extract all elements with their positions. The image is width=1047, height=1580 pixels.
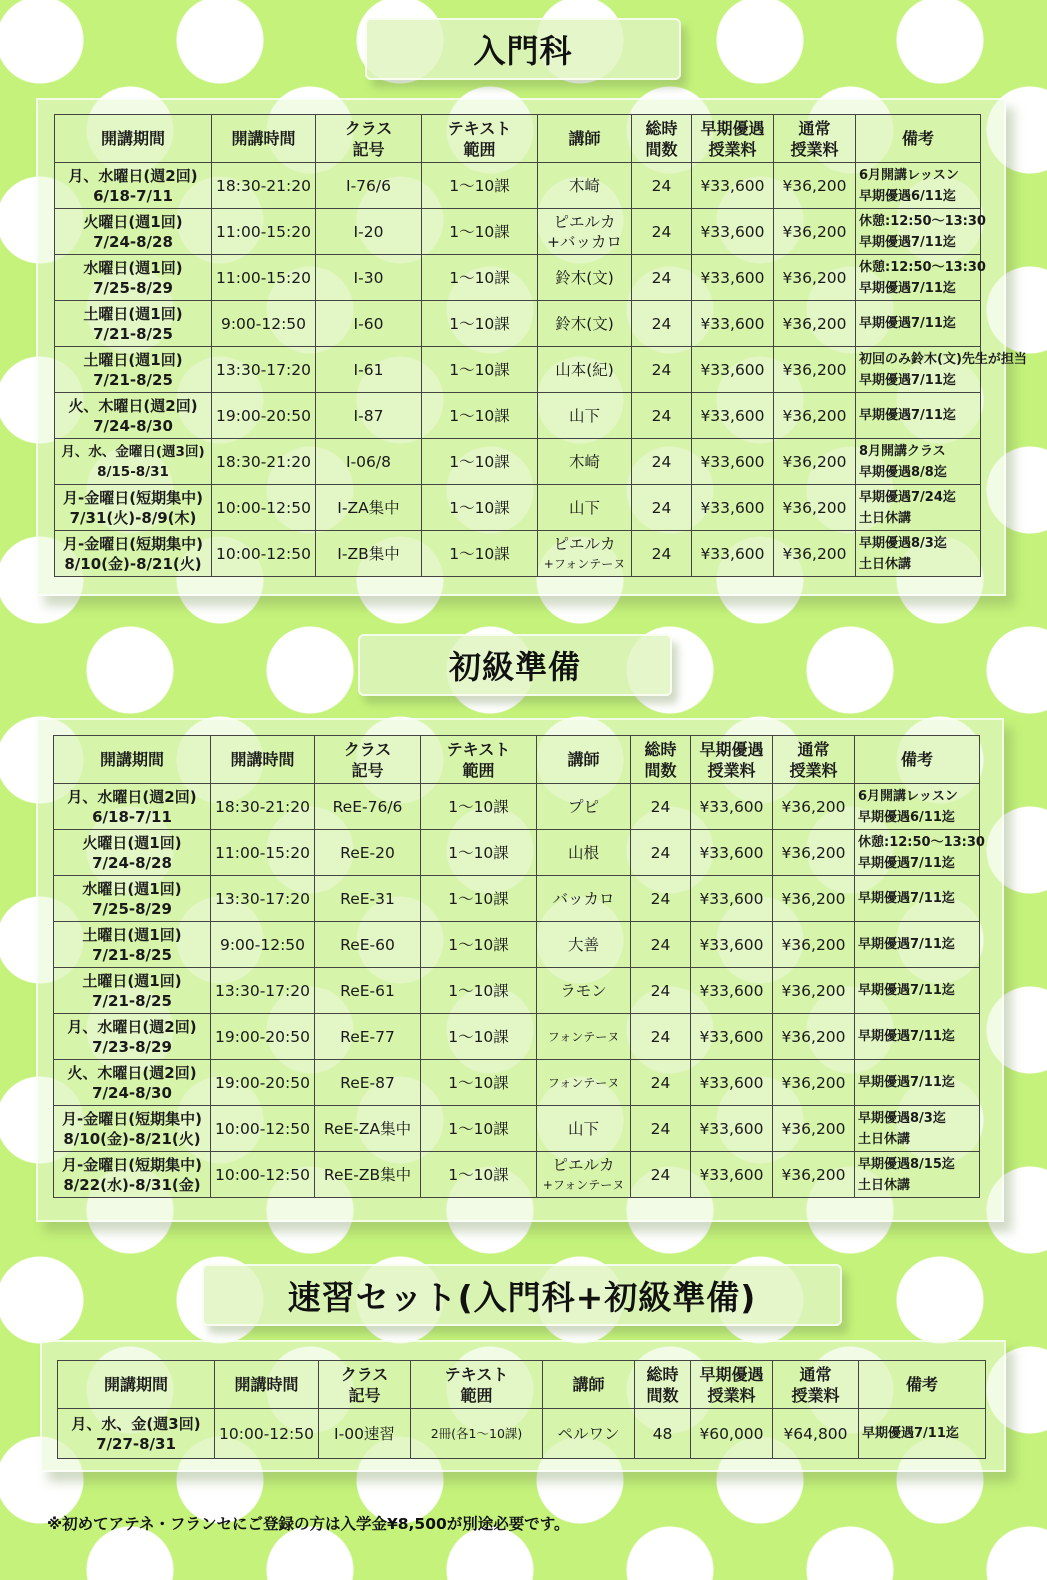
period-cell: 月-金曜日(短期集中) 8/22(水)-8/31(金) bbox=[54, 1152, 211, 1198]
time-cell: 13:30-17:20 bbox=[212, 347, 316, 393]
column-header: 講師 bbox=[537, 736, 631, 784]
table-row bbox=[55, 255, 981, 301]
early-fee-cell: ¥33,600 bbox=[691, 1014, 773, 1060]
regular-fee-cell: ¥36,200 bbox=[773, 1014, 855, 1060]
column-header: 早期優遇 授業料 bbox=[692, 115, 774, 163]
class-code-cell: ReE-20 bbox=[315, 830, 421, 876]
text-range-cell: 1〜10課 bbox=[422, 255, 538, 301]
table-row bbox=[54, 784, 980, 830]
class-code-cell: ReE-61 bbox=[315, 968, 421, 1014]
total-hours-cell: 24 bbox=[632, 531, 692, 577]
note-cell: 休憩:12:50〜13:30 早期優遇7/11迄 bbox=[855, 830, 980, 876]
time-cell: 11:00-15:20 bbox=[212, 209, 316, 255]
column-header: 通常 授業料 bbox=[774, 115, 856, 163]
text-range-cell: 1〜10課 bbox=[421, 1152, 537, 1198]
period-cell: 月-金曜日(短期集中) 8/10(金)-8/21(火) bbox=[55, 531, 212, 577]
text-range-cell: 1〜10課 bbox=[422, 163, 538, 209]
note-cell: 6月開講レッスン 早期優遇6/11迄 bbox=[856, 163, 981, 209]
regular-fee-cell: ¥36,200 bbox=[774, 347, 856, 393]
period-cell: 土曜日(週1回) 7/21-8/25 bbox=[55, 347, 212, 393]
total-hours-cell: 24 bbox=[632, 485, 692, 531]
class-code-cell: I-87 bbox=[316, 393, 422, 439]
time-cell: 10:00-12:50 bbox=[212, 531, 316, 577]
table-row bbox=[54, 1152, 980, 1198]
text-range-cell: 1〜10課 bbox=[422, 393, 538, 439]
total-hours-cell: 24 bbox=[631, 1152, 691, 1198]
regular-fee-cell: ¥36,200 bbox=[773, 876, 855, 922]
period-cell: 火、木曜日(週2回) 7/24-8/30 bbox=[55, 393, 212, 439]
teacher-cell: バッカロ bbox=[537, 876, 631, 922]
early-fee-cell: ¥33,600 bbox=[691, 1106, 773, 1152]
regular-fee-cell: ¥36,200 bbox=[774, 255, 856, 301]
time-cell: 18:30-21:20 bbox=[212, 163, 316, 209]
early-fee-cell: ¥60,000 bbox=[691, 1409, 773, 1459]
teacher-cell: フォンテーヌ bbox=[537, 1060, 631, 1106]
text-range-cell: 1〜10課 bbox=[421, 922, 537, 968]
early-fee-cell: ¥33,600 bbox=[691, 784, 773, 830]
regular-fee-cell: ¥36,200 bbox=[774, 393, 856, 439]
teacher-cell: 鈴木(文) bbox=[538, 301, 632, 347]
early-fee-cell: ¥33,600 bbox=[692, 439, 774, 485]
text-range-cell: 1〜10課 bbox=[421, 1060, 537, 1106]
section-title-nyumon: 入門科 bbox=[365, 18, 681, 80]
class-code-cell: ReE-31 bbox=[315, 876, 421, 922]
class-code-cell: ReE-87 bbox=[315, 1060, 421, 1106]
class-code-cell: ReE-77 bbox=[315, 1014, 421, 1060]
period-cell: 火曜日(週1回) 7/24-8/28 bbox=[54, 830, 211, 876]
time-cell: 10:00-12:50 bbox=[211, 1152, 315, 1198]
table-row bbox=[55, 485, 981, 531]
early-fee-cell: ¥33,600 bbox=[691, 830, 773, 876]
time-cell: 18:30-21:20 bbox=[211, 784, 315, 830]
column-header: 早期優遇 授業料 bbox=[691, 736, 773, 784]
time-cell: 19:00-20:50 bbox=[211, 1014, 315, 1060]
early-fee-cell: ¥33,600 bbox=[691, 922, 773, 968]
period-cell: 月、水曜日(週2回) 6/18-7/11 bbox=[54, 784, 211, 830]
column-header: クラス 記号 bbox=[319, 1361, 411, 1409]
regular-fee-cell: ¥36,200 bbox=[774, 439, 856, 485]
class-code-cell: ReE-60 bbox=[315, 922, 421, 968]
class-code-cell: I-76/6 bbox=[316, 163, 422, 209]
note-cell: 休憩:12:50〜13:30 早期優遇7/11迄 bbox=[856, 255, 981, 301]
column-header: 開講期間 bbox=[55, 115, 212, 163]
text-range-cell: 1〜10課 bbox=[421, 876, 537, 922]
regular-fee-cell: ¥36,200 bbox=[774, 485, 856, 531]
text-range-cell: 1〜10課 bbox=[422, 347, 538, 393]
column-header: 備考 bbox=[855, 736, 980, 784]
note-cell: 8月開講クラス 早期優遇8/8迄 bbox=[856, 439, 981, 485]
class-code-cell: I-ZA集中 bbox=[316, 485, 422, 531]
time-cell: 13:30-17:20 bbox=[211, 968, 315, 1014]
period-cell: 土曜日(週1回) 7/21-8/25 bbox=[54, 968, 211, 1014]
column-header: テキスト 範囲 bbox=[422, 115, 538, 163]
period-cell: 月-金曜日(短期集中) 7/31(火)-8/9(木) bbox=[55, 485, 212, 531]
regular-fee-cell: ¥36,200 bbox=[773, 784, 855, 830]
total-hours-cell: 24 bbox=[631, 968, 691, 1014]
total-hours-cell: 24 bbox=[631, 1060, 691, 1106]
column-header: 総時 間数 bbox=[632, 115, 692, 163]
column-header: 講師 bbox=[538, 115, 632, 163]
early-fee-cell: ¥33,600 bbox=[692, 163, 774, 209]
footnote: ※初めてアテネ・フランセにご登録の方は入学金¥8,500が別途必要です。 bbox=[47, 1515, 570, 1533]
column-header: 早期優遇 授業料 bbox=[691, 1361, 773, 1409]
total-hours-cell: 24 bbox=[631, 830, 691, 876]
total-hours-cell: 24 bbox=[631, 784, 691, 830]
column-header: 講師 bbox=[543, 1361, 635, 1409]
note-cell: 初回のみ鈴木(文)先生が担当 早期優遇7/11迄 bbox=[856, 347, 981, 393]
class-code-cell: I-ZB集中 bbox=[316, 531, 422, 577]
column-header: クラス 記号 bbox=[316, 115, 422, 163]
period-cell: 土曜日(週1回) 7/21-8/25 bbox=[55, 301, 212, 347]
total-hours-cell: 48 bbox=[635, 1409, 691, 1459]
total-hours-cell: 24 bbox=[631, 876, 691, 922]
teacher-cell: 鈴木(文) bbox=[538, 255, 632, 301]
time-cell: 10:00-12:50 bbox=[215, 1409, 319, 1459]
schedule-table-nyumon bbox=[54, 114, 1027, 577]
teacher-cell: ラモン bbox=[537, 968, 631, 1014]
text-range-cell: 1〜10課 bbox=[422, 301, 538, 347]
early-fee-cell: ¥33,600 bbox=[691, 876, 773, 922]
total-hours-cell: 24 bbox=[632, 209, 692, 255]
table-row bbox=[55, 301, 981, 347]
time-cell: 11:00-15:20 bbox=[211, 830, 315, 876]
schedule-table-shokyu bbox=[53, 735, 985, 1198]
total-hours-cell: 24 bbox=[631, 922, 691, 968]
class-code-cell: I-30 bbox=[316, 255, 422, 301]
regular-fee-cell: ¥36,200 bbox=[774, 531, 856, 577]
time-cell: 10:00-12:50 bbox=[211, 1106, 315, 1152]
table-row bbox=[58, 1409, 986, 1459]
time-cell: 19:00-20:50 bbox=[212, 393, 316, 439]
teacher-cell: 山下 bbox=[537, 1106, 631, 1152]
note-cell: 6月開講レッスン 早期優遇6/11迄 bbox=[855, 784, 980, 830]
class-code-cell: I-60 bbox=[316, 301, 422, 347]
table-row bbox=[54, 968, 980, 1014]
text-range-cell: 1〜10課 bbox=[421, 1014, 537, 1060]
period-cell: 水曜日(週1回) 7/25-8/29 bbox=[55, 255, 212, 301]
table-header-row bbox=[58, 1361, 986, 1409]
note-cell: 早期優遇7/11迄 bbox=[855, 922, 980, 968]
column-header: 備考 bbox=[856, 115, 981, 163]
text-range-cell: 1〜10課 bbox=[421, 968, 537, 1014]
text-range-cell: 1〜10課 bbox=[422, 209, 538, 255]
table-row bbox=[54, 1014, 980, 1060]
column-header: 開講期間 bbox=[58, 1361, 215, 1409]
regular-fee-cell: ¥36,200 bbox=[774, 163, 856, 209]
total-hours-cell: 24 bbox=[632, 393, 692, 439]
period-cell: 火、木曜日(週2回) 7/24-8/30 bbox=[54, 1060, 211, 1106]
early-fee-cell: ¥33,600 bbox=[692, 255, 774, 301]
teacher-cell: ピエルカ +バッカロ bbox=[538, 209, 632, 255]
text-range-cell: 1〜10課 bbox=[422, 531, 538, 577]
column-header: 総時 間数 bbox=[631, 736, 691, 784]
regular-fee-cell: ¥36,200 bbox=[773, 830, 855, 876]
note-cell: 早期優遇7/11迄 bbox=[855, 876, 980, 922]
total-hours-cell: 24 bbox=[631, 1014, 691, 1060]
note-cell: 早期優遇7/11迄 bbox=[856, 301, 981, 347]
column-header: 開講時間 bbox=[211, 736, 315, 784]
column-header: 総時 間数 bbox=[635, 1361, 691, 1409]
regular-fee-cell: ¥36,200 bbox=[773, 1060, 855, 1106]
section-title-sokushu: 速習セット(入門科+初級準備) bbox=[202, 1264, 842, 1326]
note-cell: 早期優遇7/11迄 bbox=[856, 393, 981, 439]
time-cell: 11:00-15:20 bbox=[212, 255, 316, 301]
text-range-cell: 1〜10課 bbox=[421, 1106, 537, 1152]
note-cell: 休憩:12:50〜13:30 早期優遇7/11迄 bbox=[856, 209, 981, 255]
note-cell: 早期優遇8/3迄 土日休講 bbox=[855, 1106, 980, 1152]
time-cell: 9:00-12:50 bbox=[211, 922, 315, 968]
table-row bbox=[55, 439, 981, 485]
early-fee-cell: ¥33,600 bbox=[692, 393, 774, 439]
regular-fee-cell: ¥64,800 bbox=[773, 1409, 859, 1459]
total-hours-cell: 24 bbox=[632, 255, 692, 301]
column-header: 通常 授業料 bbox=[773, 1361, 859, 1409]
teacher-cell: 山下 bbox=[538, 485, 632, 531]
text-range-cell: 1〜10課 bbox=[421, 784, 537, 830]
class-code-cell: ReE-ZA集中 bbox=[315, 1106, 421, 1152]
early-fee-cell: ¥33,600 bbox=[692, 531, 774, 577]
total-hours-cell: 24 bbox=[631, 1106, 691, 1152]
column-header: テキスト 範囲 bbox=[411, 1361, 543, 1409]
total-hours-cell: 24 bbox=[632, 439, 692, 485]
table-row bbox=[55, 531, 981, 577]
teacher-cell: 山本(紀) bbox=[538, 347, 632, 393]
note-cell: 早期優遇7/11迄 bbox=[855, 1060, 980, 1106]
table-header-row bbox=[54, 736, 980, 784]
period-cell: 月、水曜日(週2回) 6/18-7/11 bbox=[55, 163, 212, 209]
early-fee-cell: ¥33,600 bbox=[692, 485, 774, 531]
note-cell: 早期優遇7/11迄 bbox=[855, 968, 980, 1014]
class-code-cell: I-20 bbox=[316, 209, 422, 255]
note-cell: 早期優遇7/11迄 bbox=[859, 1409, 986, 1459]
teacher-cell: プピ bbox=[537, 784, 631, 830]
total-hours-cell: 24 bbox=[632, 347, 692, 393]
class-code-cell: ReE-ZB集中 bbox=[315, 1152, 421, 1198]
time-cell: 19:00-20:50 bbox=[211, 1060, 315, 1106]
teacher-cell: 山根 bbox=[537, 830, 631, 876]
teacher-cell: 木崎 bbox=[538, 163, 632, 209]
teacher-cell: ピエルカ +フォンテーヌ bbox=[538, 531, 632, 577]
period-cell: 月、水曜日(週2回) 7/23-8/29 bbox=[54, 1014, 211, 1060]
column-header: 開講期間 bbox=[54, 736, 211, 784]
regular-fee-cell: ¥36,200 bbox=[773, 1106, 855, 1152]
column-header: 備考 bbox=[859, 1361, 986, 1409]
table-row bbox=[54, 876, 980, 922]
text-range-cell: 1〜10課 bbox=[421, 830, 537, 876]
early-fee-cell: ¥33,600 bbox=[692, 301, 774, 347]
period-cell: 月-金曜日(短期集中) 8/10(金)-8/21(火) bbox=[54, 1106, 211, 1152]
regular-fee-cell: ¥36,200 bbox=[773, 922, 855, 968]
table-row bbox=[54, 1060, 980, 1106]
time-cell: 10:00-12:50 bbox=[212, 485, 316, 531]
teacher-cell: フォンテーヌ bbox=[537, 1014, 631, 1060]
table-row bbox=[55, 393, 981, 439]
regular-fee-cell: ¥36,200 bbox=[774, 209, 856, 255]
total-hours-cell: 24 bbox=[632, 163, 692, 209]
teacher-cell: 木崎 bbox=[538, 439, 632, 485]
note-cell: 早期優遇7/24迄 土日休講 bbox=[856, 485, 981, 531]
early-fee-cell: ¥33,600 bbox=[692, 209, 774, 255]
column-header: 通常 授業料 bbox=[773, 736, 855, 784]
section-title-shokyu: 初級準備 bbox=[358, 634, 672, 696]
text-range-cell: 1〜10課 bbox=[422, 485, 538, 531]
time-cell: 18:30-21:20 bbox=[212, 439, 316, 485]
table-header-row bbox=[55, 115, 981, 163]
regular-fee-cell: ¥36,200 bbox=[773, 1152, 855, 1198]
class-code-cell: I-06/8 bbox=[316, 439, 422, 485]
period-cell: 土曜日(週1回) 7/21-8/25 bbox=[54, 922, 211, 968]
regular-fee-cell: ¥36,200 bbox=[773, 968, 855, 1014]
column-header: 開講時間 bbox=[215, 1361, 319, 1409]
column-header: 開講時間 bbox=[212, 115, 316, 163]
time-cell: 9:00-12:50 bbox=[212, 301, 316, 347]
table-row bbox=[55, 347, 981, 393]
class-code-cell: I-00速習 bbox=[319, 1409, 411, 1459]
early-fee-cell: ¥33,600 bbox=[691, 1060, 773, 1106]
period-cell: 水曜日(週1回) 7/25-8/29 bbox=[54, 876, 211, 922]
column-header: クラス 記号 bbox=[315, 736, 421, 784]
table-row bbox=[54, 922, 980, 968]
note-cell: 早期優遇8/3迄 土日休講 bbox=[856, 531, 981, 577]
early-fee-cell: ¥33,600 bbox=[691, 1152, 773, 1198]
period-cell: 火曜日(週1回) 7/24-8/28 bbox=[55, 209, 212, 255]
note-cell: 早期優遇8/15迄 土日休講 bbox=[855, 1152, 980, 1198]
early-fee-cell: ¥33,600 bbox=[692, 347, 774, 393]
note-cell: 早期優遇7/11迄 bbox=[855, 1014, 980, 1060]
table-row bbox=[54, 830, 980, 876]
table-row bbox=[55, 163, 981, 209]
period-cell: 月、水、金(週3回) 7/27-8/31 bbox=[58, 1409, 215, 1459]
teacher-cell: 大善 bbox=[537, 922, 631, 968]
regular-fee-cell: ¥36,200 bbox=[774, 301, 856, 347]
table-row bbox=[55, 209, 981, 255]
teacher-cell: ペルワン bbox=[543, 1409, 635, 1459]
total-hours-cell: 24 bbox=[632, 301, 692, 347]
class-code-cell: I-61 bbox=[316, 347, 422, 393]
table-row bbox=[54, 1106, 980, 1152]
teacher-cell: ピエルカ +フォンテーヌ bbox=[537, 1152, 631, 1198]
schedule-table-sokushu bbox=[57, 1360, 986, 1459]
period-cell: 月、水、金曜日(週3回) 8/15-8/31 bbox=[55, 439, 212, 485]
early-fee-cell: ¥33,600 bbox=[691, 968, 773, 1014]
column-header: テキスト 範囲 bbox=[421, 736, 537, 784]
class-code-cell: ReE-76/6 bbox=[315, 784, 421, 830]
teacher-cell: 山下 bbox=[538, 393, 632, 439]
text-range-cell: 2冊(各1〜10課) bbox=[411, 1409, 543, 1459]
text-range-cell: 1〜10課 bbox=[422, 439, 538, 485]
time-cell: 13:30-17:20 bbox=[211, 876, 315, 922]
